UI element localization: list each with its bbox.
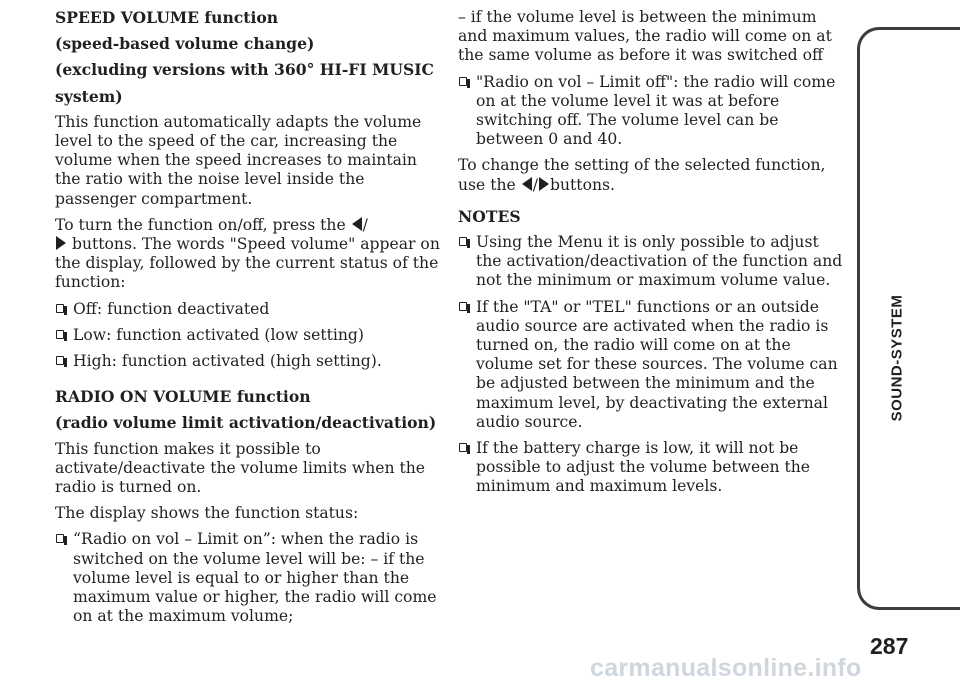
radio-heading-line2: (radio volume limit activation/deactivation) bbox=[55, 413, 437, 433]
right-column bbox=[458, 8, 846, 504]
speed-turn-after: buttons. The words "Speed volume" appear on the display, followed by the current status of the function: bbox=[55, 235, 440, 292]
page-number: 287 bbox=[870, 633, 909, 659]
left-arrow-icon bbox=[522, 177, 532, 191]
change-setting-paragraph bbox=[458, 156, 846, 194]
bullet-text: Low: function activated (low setting) bbox=[73, 325, 364, 344]
notes-heading: NOTES bbox=[458, 206, 521, 226]
speed-heading-line2: (speed-based volume change) bbox=[55, 34, 315, 54]
note-item bbox=[458, 298, 846, 432]
speed-volume-heading bbox=[55, 8, 440, 106]
checkbox-bullet-icon bbox=[56, 330, 64, 339]
section-label: SOUND-SYSTEM bbox=[888, 294, 906, 422]
speed-turn-before: To turn the function on/off, press the bbox=[55, 215, 346, 234]
bullet-text: If the battery charge is low, it will not be possible to adjust the volume between the minimum and maximum levels. bbox=[476, 439, 811, 496]
speed-option-low bbox=[55, 326, 440, 345]
checkbox-bullet-icon bbox=[459, 302, 467, 311]
radio-option-limit-off bbox=[458, 73, 846, 150]
change-after: buttons. bbox=[550, 175, 615, 194]
change-before: To change the setting of the selected function, use the bbox=[458, 156, 826, 194]
radio-status-paragraph: The display shows the function status: bbox=[55, 504, 359, 523]
speed-heading-line1: SPEED VOLUME function bbox=[55, 8, 279, 27]
radio-heading-line1: RADIO ON VOLUME function bbox=[55, 387, 311, 407]
speed-intro-paragraph: This function automatically adapts the volume level to the speed of the car, increasing the volume when the speed increases to maintain the ratio with the noise level inside the passenger compartment. bbox=[55, 112, 422, 208]
radio-intro-paragraph: This function makes it possible to activate/deactivate the volume limits when the radio is turned on. bbox=[55, 439, 426, 497]
checkbox-bullet-icon bbox=[459, 77, 467, 86]
bullet-text: "Radio on vol – Limit off": the radio will come on at the volume level it was at before switching off. The volume level can be between 0 and 40. bbox=[476, 72, 836, 149]
checkbox-bullet-icon bbox=[459, 237, 467, 246]
section-side-tab bbox=[857, 27, 960, 610]
bullet-text: If the "TA" or "TEL" functions or an outside audio source are activated when the radio is turned on, the radio will come on at the volume set for these sources. The volume can be adjusted between the minimum and the maximum level, by deactivating the external audio source. bbox=[476, 297, 838, 431]
checkbox-bullet-icon bbox=[459, 443, 467, 452]
speed-option-high bbox=[55, 352, 440, 371]
right-arrow-icon bbox=[539, 177, 549, 191]
checkbox-bullet-icon bbox=[56, 304, 64, 313]
left-column bbox=[55, 8, 440, 633]
speed-turn-slash: / bbox=[362, 215, 368, 234]
bullet-text: High: function activated (high setting). bbox=[73, 352, 382, 371]
left-arrow-icon bbox=[352, 217, 362, 231]
bullet-text: Using the Menu it is only possible to adjust the activation/deactivation of the function and not the minimum or maximum volume value. bbox=[476, 233, 843, 290]
watermark: carmanualsonline.info bbox=[590, 654, 862, 682]
speed-option-off bbox=[55, 300, 440, 319]
right-arrow-icon bbox=[56, 236, 66, 250]
bullet-text: “Radio on vol – Limit on”: when the radio is switched on the volume level will be: – if the volume level is equal to or higher than the maximum value or higher, the radio will come on at the maximum volume; bbox=[73, 530, 437, 626]
checkbox-bullet-icon bbox=[56, 534, 64, 543]
continuation-paragraph: – if the volume level is between the minimum and maximum values, the radio will come on at the same volume as before it was switched off bbox=[458, 8, 832, 65]
change-slash: / bbox=[532, 175, 539, 194]
speed-heading-line3: (excluding versions with 360° HI-FI MUSIC bbox=[55, 60, 434, 80]
checkbox-bullet-icon bbox=[56, 356, 64, 365]
speed-turn-paragraph bbox=[55, 216, 440, 293]
speed-heading-line4: system) bbox=[55, 86, 123, 106]
bullet-text: Off: function deactivated bbox=[73, 299, 270, 318]
radio-on-volume-heading bbox=[55, 387, 440, 432]
note-item bbox=[458, 439, 846, 497]
radio-option-limit-on bbox=[55, 530, 440, 626]
note-item bbox=[458, 233, 846, 291]
